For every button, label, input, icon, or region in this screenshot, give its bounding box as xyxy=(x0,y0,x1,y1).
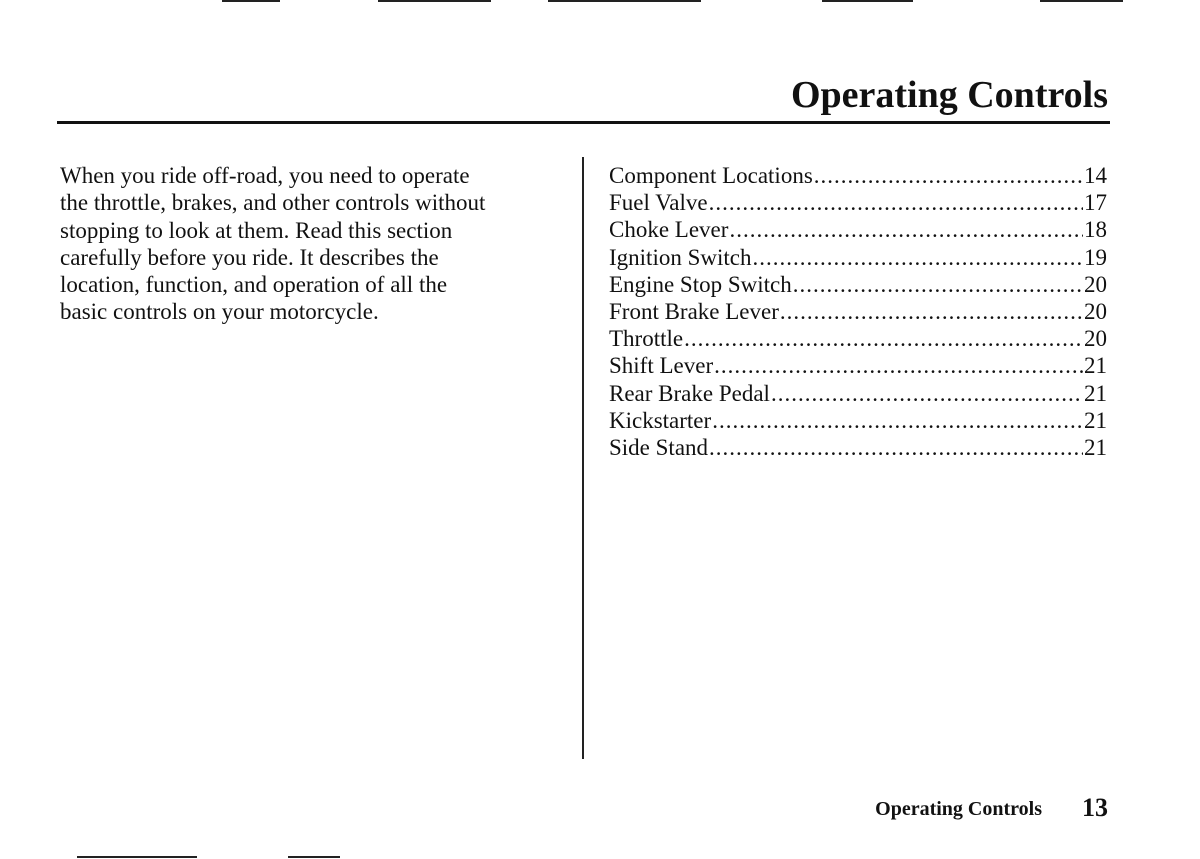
toc-entry-shift-lever[interactable] xyxy=(609,352,1107,379)
toc-entry-front-brake-lever[interactable] xyxy=(609,298,1107,325)
toc-entry-label: Kickstarter xyxy=(609,407,712,433)
toc-entry-label: Choke Lever xyxy=(609,217,729,243)
top-edge-rule xyxy=(378,0,491,2)
toc-entry-label: Ignition Switch xyxy=(609,244,752,270)
dot-leader xyxy=(709,434,1083,461)
toc-entry-label: Throttle xyxy=(609,326,684,352)
page-title: Operating Controls xyxy=(790,74,1108,116)
toc-entry-engine-stop-switch[interactable] xyxy=(609,271,1107,298)
toc-entry-fuel-valve[interactable] xyxy=(609,189,1107,216)
dot-leader xyxy=(793,271,1083,298)
toc-entry-rear-brake-pedal[interactable] xyxy=(609,380,1107,407)
footer-section-label: Operating Controls xyxy=(875,798,1042,820)
intro-line: stopping to look at them. Read this section xyxy=(60,217,453,243)
dot-leader xyxy=(709,189,1083,216)
table-of-contents xyxy=(609,162,1107,461)
dot-leader xyxy=(714,352,1083,379)
footer-page-number: 13 xyxy=(1082,793,1108,822)
dot-leader xyxy=(729,216,1083,243)
dot-leader xyxy=(684,325,1083,352)
bottom-edge-rule xyxy=(77,856,197,858)
toc-entry-page: 19 xyxy=(1084,244,1107,270)
toc-entry-page: 20 xyxy=(1084,326,1107,352)
dot-leader xyxy=(780,298,1083,325)
toc-entry-page: 21 xyxy=(1084,353,1107,379)
toc-entry-label: Fuel Valve xyxy=(609,190,708,216)
column-divider xyxy=(582,157,584,759)
intro-line: When you ride off-road, you need to operate xyxy=(60,163,470,188)
toc-entry-page: 20 xyxy=(1084,271,1107,297)
intro-line: basic controls on your motorcycle. xyxy=(60,299,379,325)
bottom-edge-rule xyxy=(288,856,340,858)
toc-entry-throttle[interactable] xyxy=(609,325,1107,352)
toc-entry-label: Component Locations xyxy=(609,163,813,188)
toc-entry-page: 21 xyxy=(1084,380,1107,406)
intro-line: carefully before you ride. It describes the xyxy=(60,244,439,270)
toc-entry-page: 21 xyxy=(1084,407,1107,433)
intro-line: location, function, and operation of all the xyxy=(60,272,448,298)
toc-entry-page: 18 xyxy=(1084,217,1107,243)
toc-entry-component-locations[interactable] xyxy=(609,162,1107,189)
top-edge-rule xyxy=(1040,0,1123,2)
top-edge-rule xyxy=(222,0,280,2)
toc-entry-choke-lever[interactable] xyxy=(609,216,1107,243)
toc-entry-label: Side Stand xyxy=(609,435,709,461)
toc-entry-page: 17 xyxy=(1084,190,1107,216)
toc-entry-side-stand[interactable] xyxy=(609,434,1107,461)
toc-entry-page: 21 xyxy=(1084,435,1107,461)
title-rule xyxy=(57,121,1110,124)
toc-entry-label: Rear Brake Pedal xyxy=(609,380,770,406)
toc-entry-label: Shift Lever xyxy=(609,353,714,379)
toc-entry-ignition-switch[interactable] xyxy=(609,244,1107,271)
top-edge-rule xyxy=(548,0,701,2)
dot-leader xyxy=(771,380,1083,407)
toc-entry-label: Front Brake Lever xyxy=(609,299,779,325)
toc-entry-label: Engine Stop Switch xyxy=(609,271,792,297)
intro-line: the throttle, brakes, and other controls without xyxy=(60,190,486,216)
toc-entry-page: 20 xyxy=(1084,299,1107,325)
toc-entry-page: 14 xyxy=(1084,163,1107,188)
dot-leader xyxy=(712,407,1083,434)
dot-leader xyxy=(814,162,1083,189)
toc-entry-kickstarter[interactable] xyxy=(609,407,1107,434)
dot-leader xyxy=(752,244,1083,271)
intro-paragraph xyxy=(60,162,560,326)
top-edge-rule xyxy=(822,0,913,2)
